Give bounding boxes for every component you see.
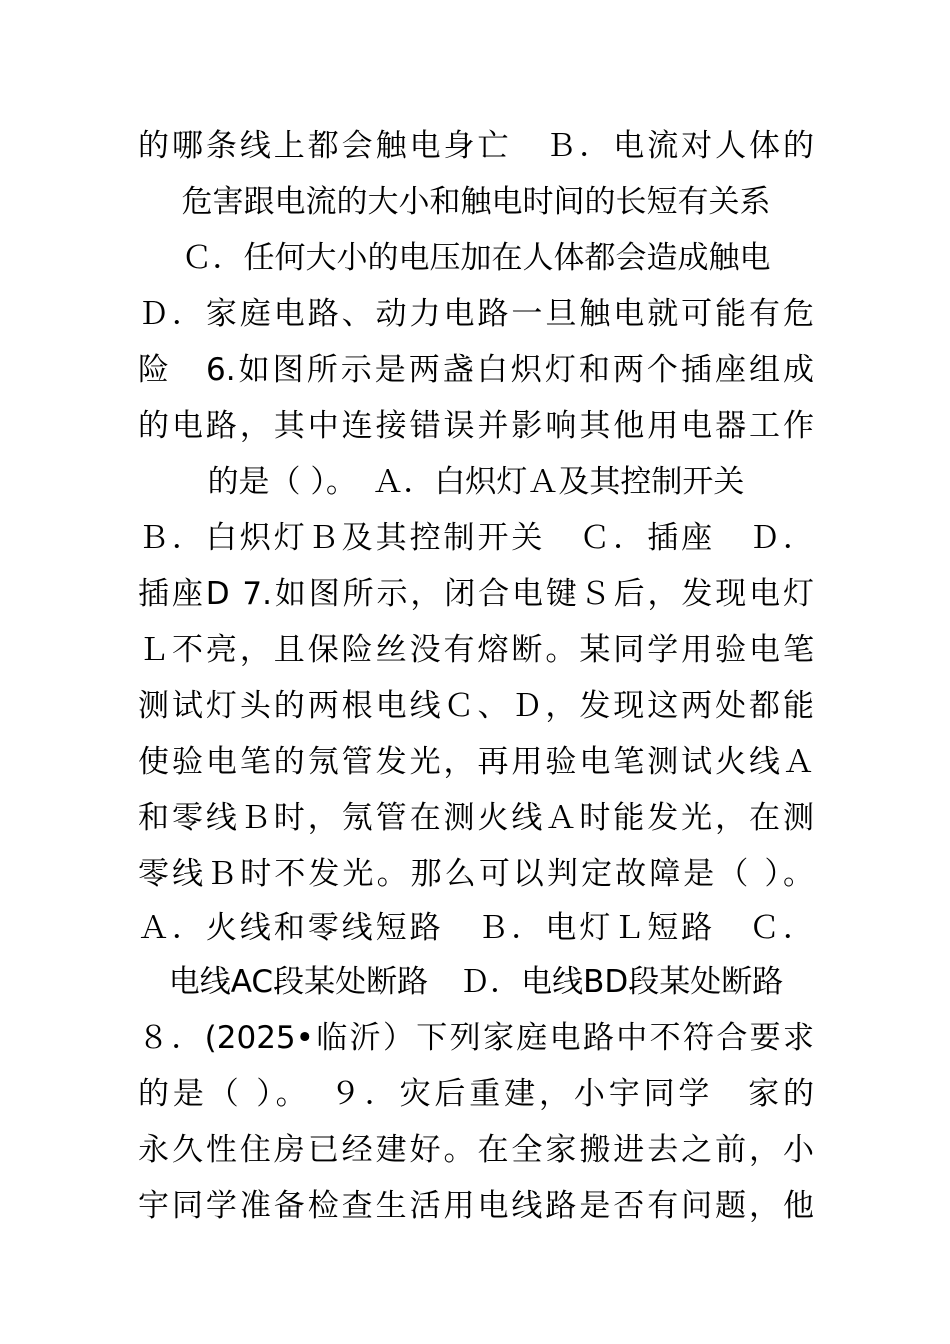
- text-line: 险 6.如图所示是两盏白炽灯和两个插座组成: [138, 352, 814, 388]
- text-line: Ｌ不亮，且保险丝没有熔断。某同学用验电笔: [138, 632, 814, 668]
- text-line: Ｃ．任何大小的电压加在人体都会造成触电: [181, 240, 771, 276]
- text-line: 和零线Ｂ时，氖管在测火线Ａ时能发光，在测: [138, 800, 814, 836]
- text-line: Ｄ．家庭电路、动力电路一旦触电就可能有危: [138, 296, 814, 332]
- text-line: Ａ．火线和零线短路 Ｂ．电灯Ｌ短路 Ｃ．: [138, 910, 814, 946]
- text-line: 永久性住房已经建好。在全家搬进去之前，小: [138, 1132, 814, 1168]
- text-line: 危害跟电流的大小和触电时间的长短有关系: [181, 184, 771, 220]
- text-line: 的是（ ）。 Ａ．白炽灯Ａ及其控制开关: [207, 464, 745, 500]
- text-line: 插座D 7.如图所示，闭合电键Ｓ后，发现电灯: [138, 576, 814, 612]
- text-line: Ｂ．白炽灯Ｂ及其控制开关 Ｃ．插座 Ｄ．: [138, 520, 814, 556]
- text-line: 测试灯头的两根电线Ｃ、Ｄ，发现这两处都能: [138, 688, 814, 724]
- text-line: 宇同学准备检查生活用电线路是否有问题，他: [138, 1188, 814, 1224]
- text-line: 的电路，其中连接错误并影响其他用电器工作: [138, 408, 814, 444]
- text-line: 的哪条线上都会触电身亡 Ｂ．电流对人体的: [138, 128, 814, 164]
- text-line: 零线Ｂ时不发光。那么可以判定故障是（ ）。: [138, 856, 814, 892]
- text-line: ８．(2025•临沂）下列家庭电路中不符合要求: [138, 1020, 814, 1056]
- text-line: 电线AC段某处断路 Ｄ．电线BD段某处断路: [168, 964, 784, 1000]
- text-line: 使验电笔的氖管发光，再用验电笔测试火线Ａ: [138, 744, 814, 780]
- text-line: 的是（ ）。 ９．灾后重建，小宇同学 家的: [138, 1076, 814, 1112]
